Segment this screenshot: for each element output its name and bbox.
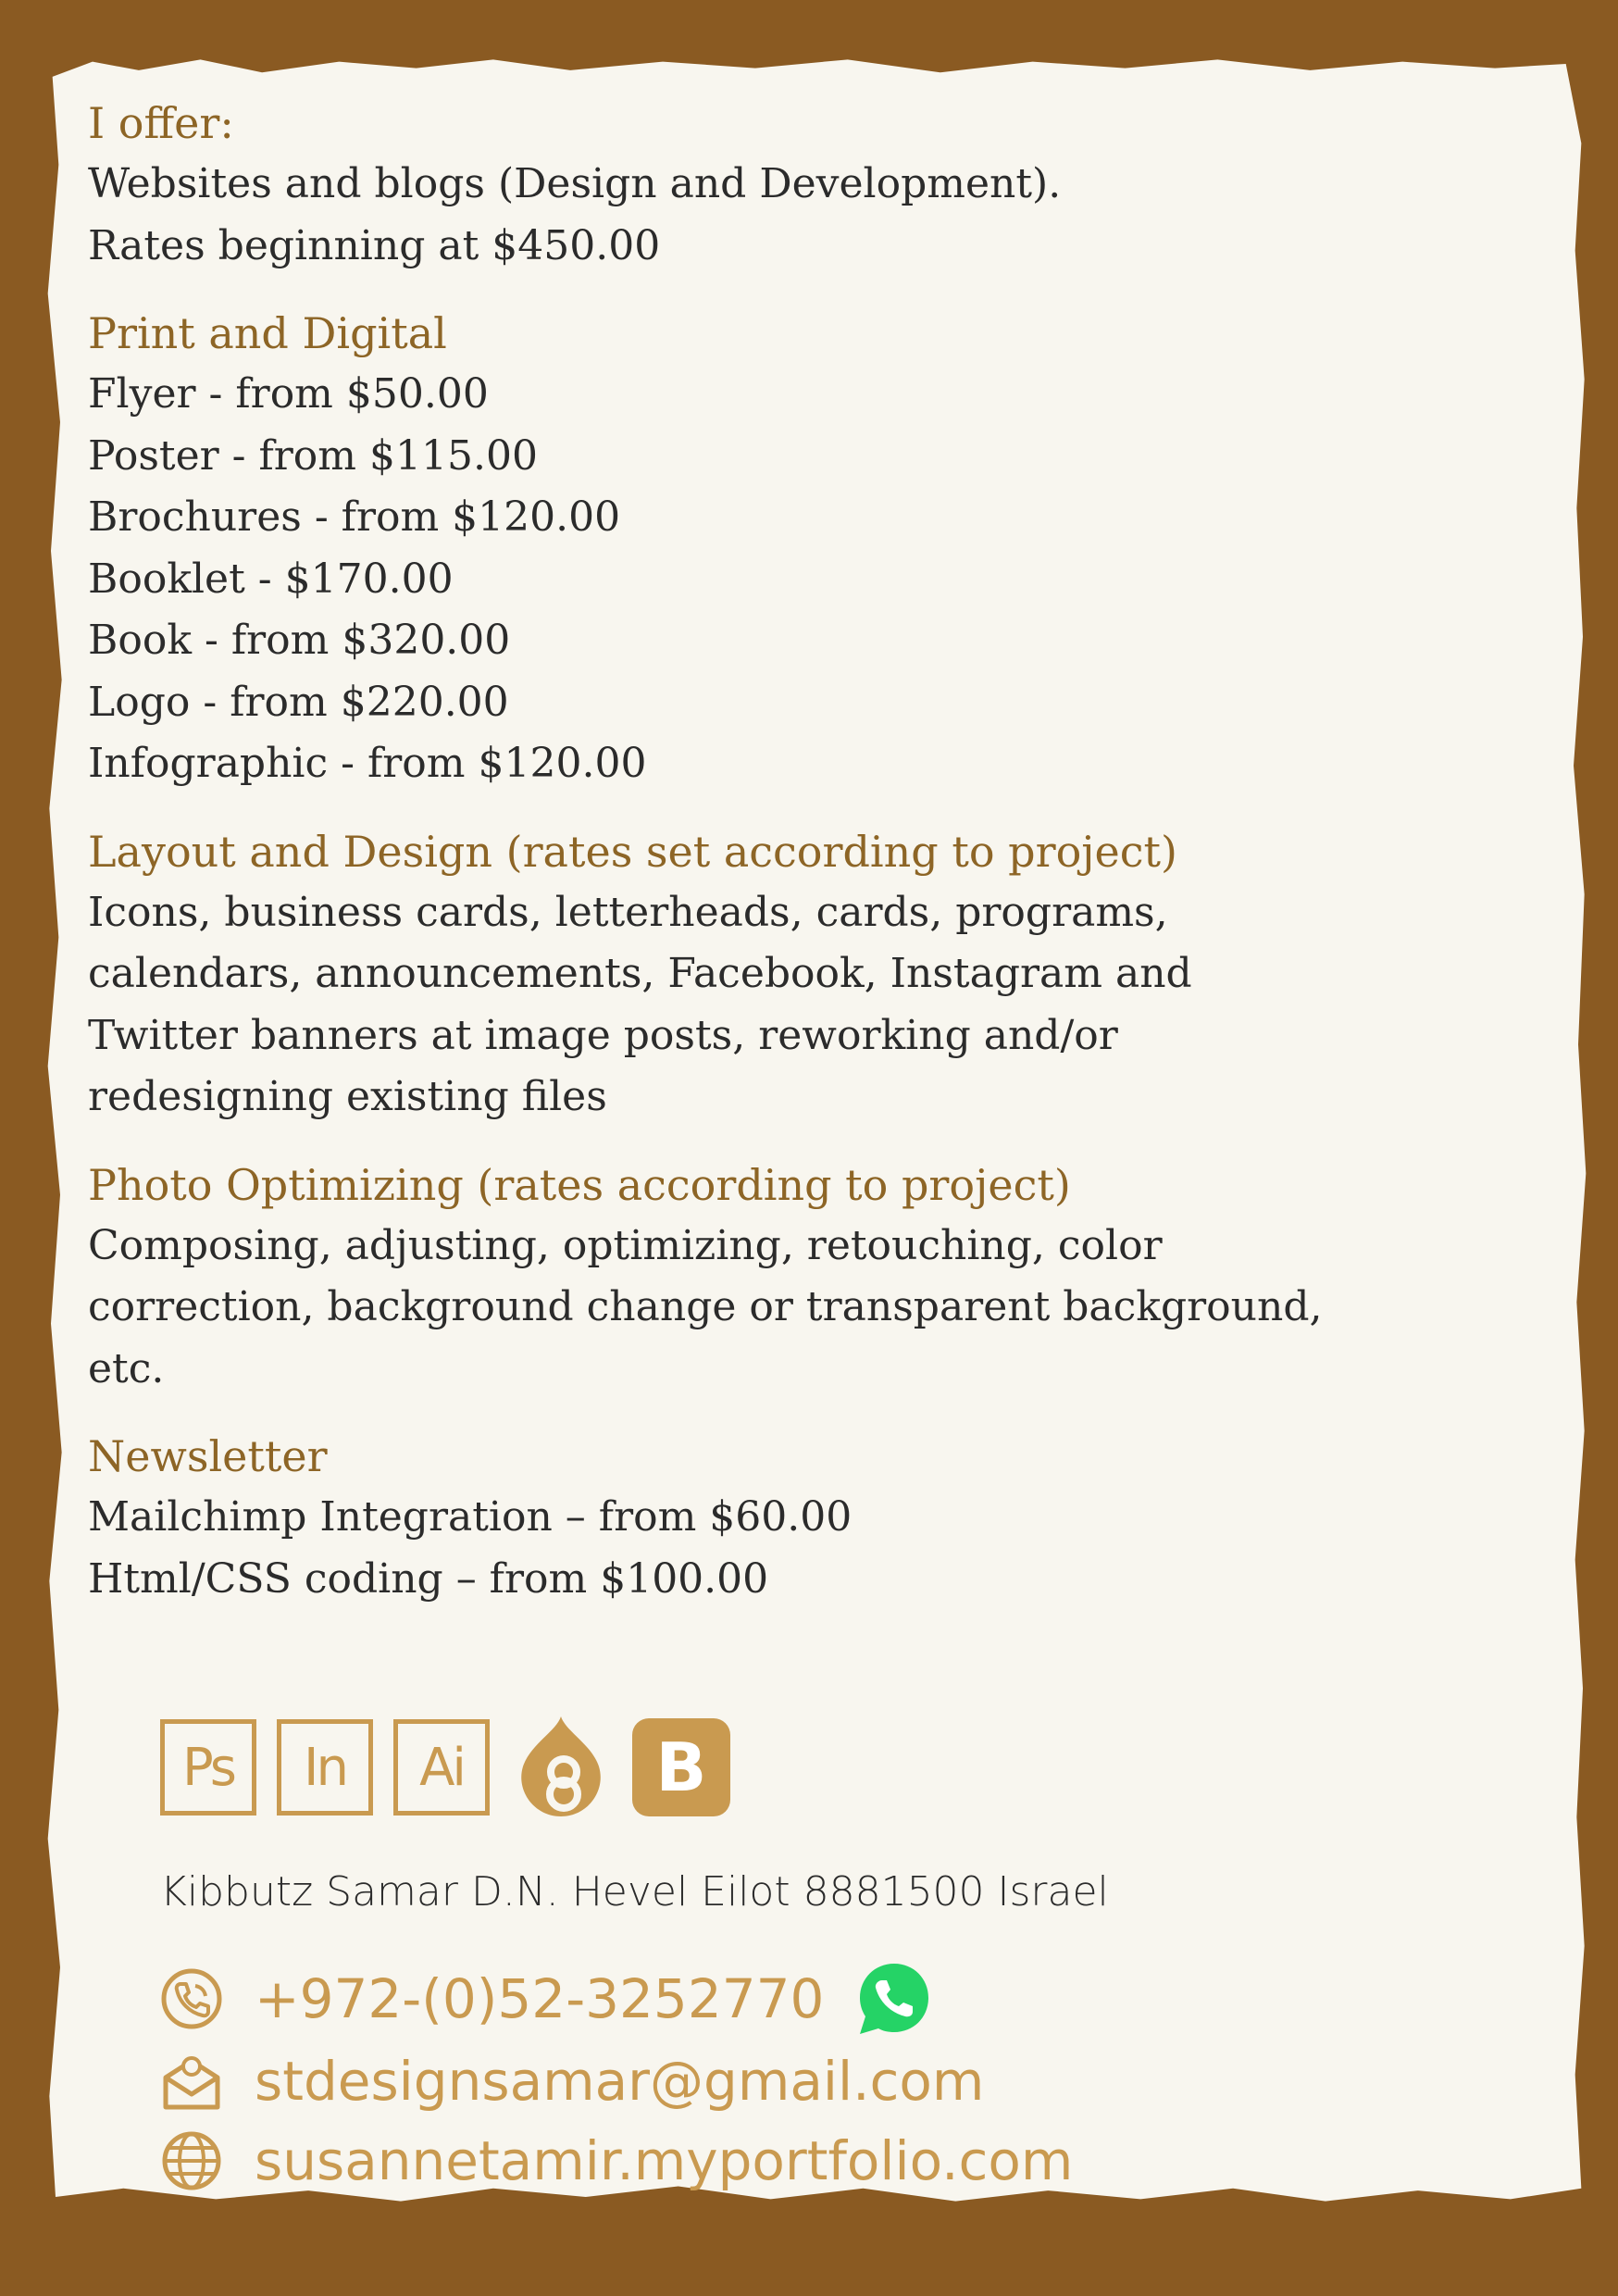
service-section (88, 821, 1384, 1129)
whatsapp-icon[interactable] (855, 1960, 933, 2038)
drupal-icon (510, 1713, 612, 1822)
section-heading: I offer: (88, 98, 234, 148)
website-url[interactable]: susannetamir.myportfolio.com (255, 2129, 1074, 2192)
service-line: correction, background change or transparent background, (88, 1283, 1323, 1330)
service-line: Brochures - from $120.00 (88, 493, 621, 541)
service-line: Poster - from $115.00 (88, 431, 538, 480)
service-line: calendars, announcements, Facebook, Instagram and (88, 950, 1192, 997)
service-line: Icons, business cards, letterheads, cards, programs, (88, 888, 1168, 936)
service-section (88, 1426, 1384, 1610)
address: Kibbutz Samar D.N. Hevel Eilot 8881500 Israel (160, 1868, 1109, 1915)
service-section (88, 303, 1384, 795)
bootstrap-icon: B (632, 1718, 730, 1816)
section-heading: Newsletter (88, 1431, 328, 1481)
service-line: Rates beginning at $450.00 (88, 221, 661, 269)
email-icon (160, 2050, 223, 2113)
services-content (88, 93, 1384, 1636)
service-section (88, 93, 1384, 277)
service-line: Composing, adjusting, optimizing, retouching, color (88, 1221, 1163, 1269)
phone-row (160, 1960, 933, 2038)
service-line: Mailchimp Integration – from $60.00 (88, 1493, 853, 1541)
section-heading: Layout and Design (rates set according to project) (88, 826, 1177, 877)
email-row (160, 2050, 984, 2113)
globe-icon (160, 2129, 223, 2192)
section-heading: Photo Optimizing (rates according to project) (88, 1159, 1071, 1210)
website-row (160, 2129, 1073, 2192)
service-line: Logo - from $220.00 (88, 678, 509, 726)
service-line: redesigning existing files (88, 1073, 607, 1120)
service-line: Html/CSS coding – from $100.00 (88, 1554, 769, 1603)
service-line: Flyer - from $50.00 (88, 370, 489, 418)
email-address[interactable]: stdesignsamar@gmail.com (255, 2050, 985, 2113)
service-line: Websites and blogs (Design and Development). (88, 160, 1062, 207)
illustrator-icon: Ai (393, 1719, 490, 1816)
service-section (88, 1154, 1384, 1401)
phone-icon (160, 1967, 223, 2030)
phone-number[interactable]: +972-(0)52-3252770 (255, 1967, 825, 2030)
service-line: Book - from $320.00 (88, 617, 511, 664)
decorative-stripes (1413, 0, 1618, 2296)
photoshop-icon: Ps (160, 1719, 256, 1816)
software-icons (160, 1713, 730, 1822)
service-line: Twitter banners at image posts, reworking and/or (88, 1011, 1118, 1059)
service-line: etc. (88, 1344, 165, 1392)
service-line: Infographic - from $120.00 (88, 740, 647, 787)
indesign-icon: In (277, 1719, 373, 1816)
service-line: Booklet - $170.00 (88, 555, 454, 603)
section-heading: Print and Digital (88, 308, 447, 358)
